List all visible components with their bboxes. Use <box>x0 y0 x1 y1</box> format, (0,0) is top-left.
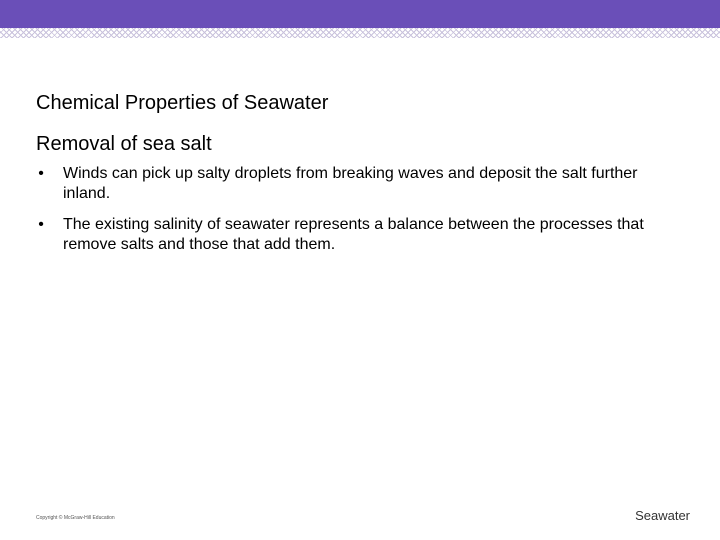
slide-subtitle: Removal of sea salt <box>36 133 212 155</box>
footer-section-label: Seawater <box>635 508 690 523</box>
bullet-item <box>36 164 676 204</box>
bullet-text: Winds can pick up salty droplets from breaking waves and deposit the salt further inland. <box>63 165 638 202</box>
bullet-text: The existing salinity of seawater represents a balance between the processes that remove salts and those that add them. <box>63 216 644 253</box>
bullet-marker: • <box>38 216 44 233</box>
bullet-marker: • <box>38 165 44 182</box>
bullet-item <box>36 215 676 255</box>
copyright-notice: Copyright © McGraw-Hill Education <box>36 515 115 521</box>
bullet-list <box>36 164 676 266</box>
slide-title: Chemical Properties of Seawater <box>36 92 329 114</box>
header-pattern-strip <box>0 28 720 38</box>
header-bar <box>0 0 720 28</box>
